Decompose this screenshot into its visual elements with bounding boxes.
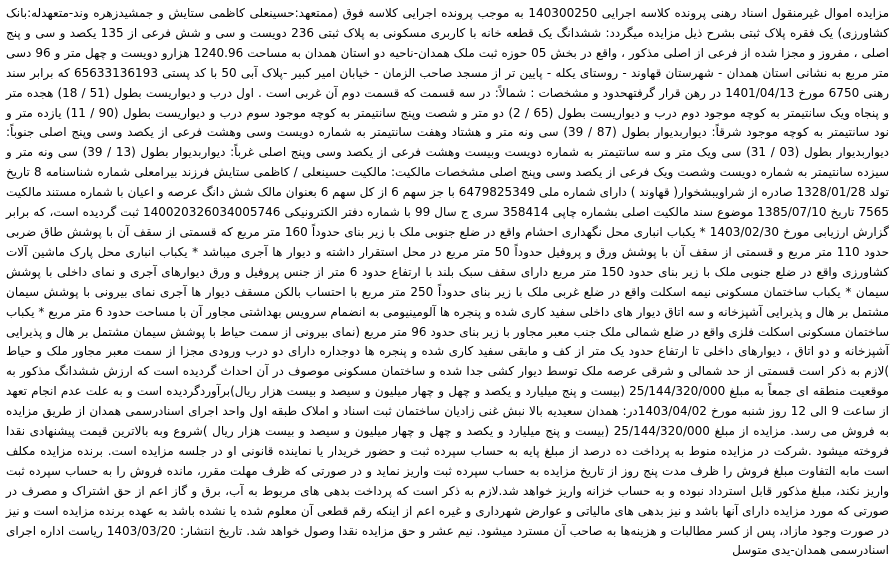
notice-signature: ریاست اداره اجرای اسنادرسمی همدان-یدی متوسل: [6, 523, 889, 558]
notice-body-text: مزایده اموال غیرمنقول اسناد رهنی پرونده کلاسه اجرایی 140300250 به موجب پرونده اجرایی کلاسه فوق (ممتعهد:حسینعلی کاظمی ستایش و جمشیدزهره وند-متعهدله:بانک کشاورزی) یک فقره پلاک ثبتی بشرح ذیل مزایده میگردد: ششدانگ یک قطعه خانه با کاربری مسکونی به پلاک ثبتی 236 دویست و سی و شش فرعی از 135 یکصد و سی و پنج اصلی ، مفروز و مجزا شده از فرعی از اصلی مذکور ، واقع در بخش 05 حوزه ثبت ملک همدان-ناحیه دو استان همدان به مساحت 1240.96 هزارو دویست و چهل متر و 96 دسی متر مربع به نشانی استان همدان - شهرستان قهاوند - روستای یکله - پایین تر از مسجد صاحب الزمان - خیابان امیر کبیر -پلاک آبی 50 با کد پستی 65633136193 که برابر سند رهنی 6750 مورخ 1401/04/13 در رهن قرار گرفتهحدود و مشخصات : شمالاً: در سه قسمت که قسمت دوم آن غربی است . اول درب و دیواریست بطول (51 / 18) هجده متر و پنجاه ویک سانتیمتر به کوچه موجود دوم درب و دیواریست بطول (65 / 2) دو متر و شصت وپنج سانتیمتر به کوچه موجود سوم درب و دیواریست بطول (90 / 11) یازده متر و نود سانتیمتر به کوچه موجود شرقاً: دیواربدیوار بطول (87 / 39) سی ونه متر و هشتاد وهفت سانتیمتر به شماره دویست وسی وهشت فرعی از یکصد وسی وپنج اصلی جنوباً: دیواربدیوار بطول (03 / 31) سی ویک متر و سه سانتیمتر به شماره دویست وبیست وهشت فرعی از یکصد وسی وپنج اصلی غرباً: دیواربدیوار بطول (13 / 39) سی ونه متر و سیزده سانتیمتر به شماره دویست وشصت ویک فرعی از یکصد وسی وپنج اصلی مشخصات مالکیت: مالکیت حسینعلی / کاظمی ستایش فرزند بیرامعلی شماره شناسنامه 8 تاریخ تولد 1328/01/28 صادره از شراویبشخوار( قهاوند ) دارای شماره ملی 6479825349 با جز سهم 6 از کل سهم 6 بعنوان مالک شش دانگ عرصه و اعیان با شماره مستند مالکیت 7565 تاریخ 1385/07/10 موضوع سند مالکیت اصلی بشماره چاپی 358414 سری ج سال 99 با شماره دفتر الکترونیکی 140020326034005746 ثبت گردیده است، که برابر گزارش ارزیابی مورخ 1403/02/30 * یکباب انباری محل نگهداری احشام واقع در ضلع جنوبی ملک با زیر بنای حدوداً 160 متر مربع که قسمتی از سقف آن با پوشش طاق ضربی حدود 110 متر مربع و قسمتی از سقف آن با پوشش ورق و پروفیل حدوداً 50 متر مربع در محل استقرار داشته و دیوار ها آجری میباشد * یکباب انباری محل پارک ماشین آلات کشاورزی واقع در ضلع جنوبی ملک با زیر بنای حدود 150 متر مربع دارای سقف سبک بلند با ارتفاع حدود 6 متر از جنس پروفیل و ورق دیوارهای آجری و نمای داخلی با پوشش سیمان * یکباب ساختمان مسکونی نیمه اسکلت واقع در ضلع غربی ملک با زیر بنای حدوداً 250 متر مربع با احتساب بالکن مسقف دیوار ها آجری نمای بیرونی با پوشش سیمان مشتمل بر هال و پذیرایی آشپزخانه و سه اتاق دیوار های داخلی سفید کاری شده و پنجره ها آلومینیومی به انضمام سرویس بهداشتی مجاور آن با مساحت حدود 6 متر مربع * یکباب ساختمان مسکونی اسکلت فلزی واقع در ضلع شمالی ملک جنب معبر مجاور با زیر بنای حدود 96 متر مربع (نمای بیرونی از سمت حیاط با پوشش سیمان مشتمل بر هال و پذیرایی آشپزخانه و دو اتاق ، دیوارهای داخلی تا ارتفاع حدود یک متر از کف و مابقی سفید کاری شده و پنجره ها دوجداره دارای دو درب ورودی مجزا از سمت معبر مجاور ملک و حیاط )لازم به ذکر است قسمتی از حد شمالی و شرقی عرصه ملک توسط دیوار کشی جدا شده و ساختمان مسکونی موصوف در آن احداث گردیده است که ارزش ششدانگ مذکور به موقعیت منطقه ای جمعاً به مبلغ 25/144/320/000 (بیست و پنج میلیارد و یکصد و چهل و چهار میلیون و سیصد و بیست هزار ریال)برآوردگردیده است و به علت عدم انجام تعهد از ساعت 9 الی 12 روز شنبه مورخ 1403/04/02در: همدان سعیدیه بالا نبش غنی زادیان ساختمان ثبت اسناد و املاک طبقه اول واحد اجرای اسنادرسمی همدان از طریق مزایده به فروش می رسد. مزایده از مبلغ 25/144/320/000 (بیست و پنج میلیارد و یکصد و چهل و چهار میلیون و سیصد و بیست هزار ریال )شروع وبه بالاترین قیمت پیشنهادی نقدا فروخته میشود .شرکت در مزایده منوط به پرداخت ده درصد از مبلغ پایه به حساب سپرده ثبت و حضور خریدار یا نماینده قانونی او در جلسه مزایده است. برنده مزایده مکلف است مابه التفاوت مبلغ فروش را ظرف مدت پنج روز از تاریخ مزایده به حساب سپرده ثبت واریز نماید و در صورتی که ظرف مهلت مقرر، مانده فروش را به حساب سپرده ثبت واریز نکند، مبلغ مذکور قابل استرداد نبوده و به حساب خزانه واریز خواهد شد.لازم به ذکر است که پرداخت بدهی های مربوط به آب، برق و گاز اعم از حق اشتراک و مصرف در صورتی که مورد مزایده دارای آنها باشد و نیز بدهی های مالیاتی و عوارض شهرداری و غیره اعم از اینکه رقم قطعی آن معلوم شده یا نشده باشد به عهده برنده مزایده است و نیز در صورت وجود مازاد، پس از کسر مطالبات و هزینه‌ها به صاحب آن مسترد میشود. نیم عشر و حق مزایده نقدا وصول خواهد شد. تاریخ انتشار: 1403/03/20: [6, 6, 890, 538]
auction-notice: [6, 4, 889, 561]
